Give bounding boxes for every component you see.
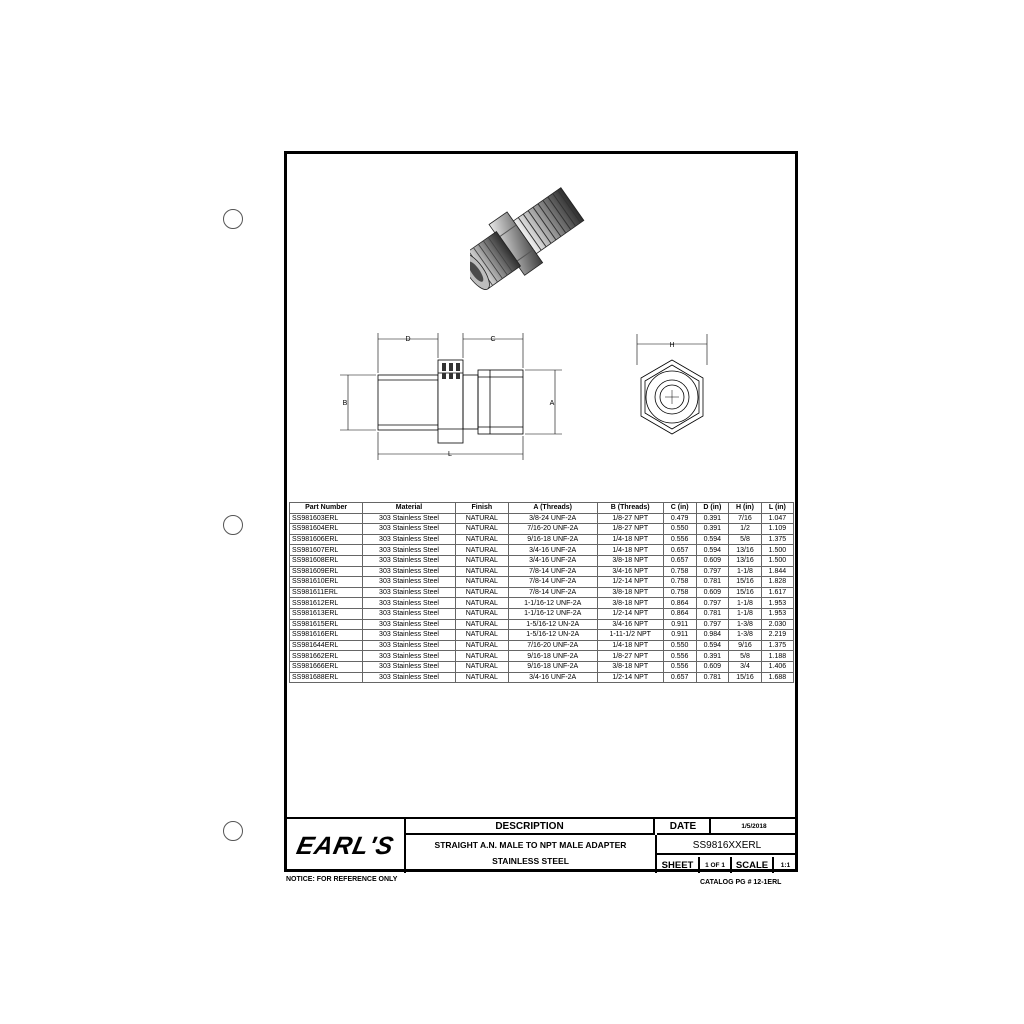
table-cell: 3/8-24 UNF-2A [508, 513, 597, 524]
table-cell: 0.797 [696, 598, 729, 609]
table-cell: SS981644ERL [290, 640, 363, 651]
table-cell: 3/4-16 UNF-2A [508, 555, 597, 566]
table-cell: 3/8-18 NPT [597, 598, 663, 609]
table-row [290, 640, 794, 651]
table-cell: 1.688 [761, 672, 793, 683]
table-cell: SS981604ERL [290, 524, 363, 535]
reference-notice: NOTICE: FOR REFERENCE ONLY [286, 876, 398, 883]
table-cell: 0.556 [663, 534, 696, 545]
table-cell: NATURAL [455, 619, 508, 630]
table-cell: 3/4-16 UNF-2A [508, 545, 597, 556]
table-row [290, 534, 794, 545]
table-cell: 1/8-27 NPT [597, 513, 663, 524]
table-cell: 0.781 [696, 672, 729, 683]
table-cell: 5/8 [729, 651, 762, 662]
date-label: DATE [657, 819, 711, 835]
parts-table [289, 502, 794, 683]
table-cell: 0.550 [663, 524, 696, 535]
table-cell: NATURAL [455, 651, 508, 662]
column-header: C (in) [663, 503, 696, 514]
table-cell: 1/2-14 NPT [597, 577, 663, 588]
title-block [286, 817, 797, 871]
table-cell: 0.594 [696, 640, 729, 651]
table-cell: 7/16 [729, 513, 762, 524]
table-cell: 0.781 [696, 608, 729, 619]
table-cell: SS981610ERL [290, 577, 363, 588]
punch-hole-top [223, 209, 243, 229]
catalog-page: CATALOG PG # 12-1ERL [700, 879, 782, 886]
table-cell: SS981666ERL [290, 661, 363, 672]
column-header: D (in) [696, 503, 729, 514]
dim-b-label: B [342, 400, 348, 407]
table-row [290, 598, 794, 609]
sheet-label: SHEET [657, 857, 700, 873]
table-cell: 303 Stainless Steel [363, 608, 456, 619]
table-cell: 1-1/8 [729, 566, 762, 577]
table-cell: 1.953 [761, 598, 793, 609]
table-cell: 0.550 [663, 640, 696, 651]
table-cell: 1/4-18 NPT [597, 534, 663, 545]
table-cell: 15/16 [729, 672, 762, 683]
table-cell: 0.556 [663, 651, 696, 662]
table-cell: SS981615ERL [290, 619, 363, 630]
column-header: B (Threads) [597, 503, 663, 514]
table-cell: 1.953 [761, 608, 793, 619]
table-cell: NATURAL [455, 598, 508, 609]
table-cell: 1/2 [729, 524, 762, 535]
table-cell: 1/8-27 NPT [597, 524, 663, 535]
punch-hole-bottom [223, 821, 243, 841]
table-cell: 303 Stainless Steel [363, 598, 456, 609]
table-cell: 303 Stainless Steel [363, 587, 456, 598]
table-cell: NATURAL [455, 587, 508, 598]
table-cell: 1.375 [761, 640, 793, 651]
table-cell: SS981616ERL [290, 630, 363, 641]
table-cell: NATURAL [455, 577, 508, 588]
table-row [290, 545, 794, 556]
table-cell: 0.556 [663, 661, 696, 672]
table-cell: 7/8-14 UNF-2A [508, 566, 597, 577]
table-cell: 3/8-18 NPT [597, 587, 663, 598]
parts-table-body [290, 513, 794, 683]
table-row [290, 672, 794, 683]
table-cell: NATURAL [455, 630, 508, 641]
date-value: 1/5/2018 [711, 819, 797, 835]
table-cell: 0.758 [663, 566, 696, 577]
table-cell: 0.479 [663, 513, 696, 524]
table-cell: NATURAL [455, 566, 508, 577]
dim-c-label: C [490, 336, 496, 343]
table-row [290, 608, 794, 619]
table-cell: 1.109 [761, 524, 793, 535]
table-cell: NATURAL [455, 534, 508, 545]
description-line-2: STAINLESS STEEL [492, 856, 569, 866]
table-cell: 0.797 [696, 619, 729, 630]
table-cell: 0.797 [696, 566, 729, 577]
logo-cell [286, 819, 406, 873]
table-cell: 1/4-18 NPT [597, 640, 663, 651]
column-header: H (in) [729, 503, 762, 514]
table-cell: 13/16 [729, 545, 762, 556]
table-cell: 303 Stainless Steel [363, 566, 456, 577]
table-cell: SS981609ERL [290, 566, 363, 577]
earls-logo: EARL'S [293, 831, 397, 860]
table-cell: 7/8-14 UNF-2A [508, 587, 597, 598]
table-cell: 1.844 [761, 566, 793, 577]
table-cell: 303 Stainless Steel [363, 672, 456, 683]
table-cell: 0.657 [663, 672, 696, 683]
table-cell: 1-1/16-12 UNF-2A [508, 608, 597, 619]
table-cell: 0.911 [663, 619, 696, 630]
table-cell: NATURAL [455, 545, 508, 556]
scale-value: 1:1 [780, 861, 791, 869]
table-cell: 0.391 [696, 524, 729, 535]
side-view-drawing [330, 325, 580, 465]
dim-l-label: L [448, 451, 452, 458]
table-cell: 9/16 [729, 640, 762, 651]
description-label: DESCRIPTION [406, 819, 655, 835]
table-cell: 303 Stainless Steel [363, 630, 456, 641]
table-cell: 1-1/8 [729, 598, 762, 609]
table-cell: 303 Stainless Steel [363, 513, 456, 524]
table-cell: 1.500 [761, 555, 793, 566]
table-cell: 0.609 [696, 587, 729, 598]
table-row [290, 587, 794, 598]
table-cell: 1/4-18 NPT [597, 545, 663, 556]
punch-hole-middle [223, 515, 243, 535]
table-cell: 2.219 [761, 630, 793, 641]
dim-h-label: H [669, 342, 675, 349]
table-cell: 1.500 [761, 545, 793, 556]
table-cell: 0.657 [663, 555, 696, 566]
part-number: SS9816XXERL [657, 837, 797, 855]
table-cell: 303 Stainless Steel [363, 524, 456, 535]
table-cell: 1.188 [761, 651, 793, 662]
table-cell: 303 Stainless Steel [363, 555, 456, 566]
scale-label: SCALE [732, 857, 774, 873]
parts-table-header [290, 503, 794, 514]
table-row [290, 630, 794, 641]
table-cell: SS981603ERL [290, 513, 363, 524]
table-cell: 1-11-1/2 NPT [597, 630, 663, 641]
table-cell: 0.609 [696, 661, 729, 672]
table-cell: 9/16-18 UNF-2A [508, 661, 597, 672]
description-line-1: STRAIGHT A.N. MALE TO NPT MALE ADAPTER [434, 840, 627, 850]
table-cell: SS981611ERL [290, 587, 363, 598]
table-cell: 15/16 [729, 577, 762, 588]
table-cell: 0.781 [696, 577, 729, 588]
table-cell: 3/4-16 NPT [597, 566, 663, 577]
table-cell: NATURAL [455, 524, 508, 535]
table-cell: 3/4-16 UNF-2A [508, 672, 597, 683]
table-cell: 5/8 [729, 534, 762, 545]
table-cell: 1.047 [761, 513, 793, 524]
table-cell: NATURAL [455, 661, 508, 672]
table-cell: 7/8-14 UNF-2A [508, 577, 597, 588]
table-cell: 15/16 [729, 587, 762, 598]
table-cell: SS981688ERL [290, 672, 363, 683]
column-header: A (Threads) [508, 503, 597, 514]
table-cell: 0.594 [696, 534, 729, 545]
table-row [290, 577, 794, 588]
table-row [290, 619, 794, 630]
dim-d-label: D [405, 336, 411, 343]
table-cell: 1/2-14 NPT [597, 608, 663, 619]
table-cell: NATURAL [455, 555, 508, 566]
table-cell: NATURAL [455, 672, 508, 683]
table-cell: 1-5/16-12 UN-2A [508, 619, 597, 630]
table-cell: 0.864 [663, 598, 696, 609]
table-cell: 0.864 [663, 608, 696, 619]
table-cell: 303 Stainless Steel [363, 651, 456, 662]
table-cell: 303 Stainless Steel [363, 640, 456, 651]
end-view-drawing [625, 330, 725, 450]
sheet-value: 1 OF 1 [700, 857, 732, 873]
table-cell: NATURAL [455, 608, 508, 619]
table-cell: 303 Stainless Steel [363, 534, 456, 545]
table-cell: 13/16 [729, 555, 762, 566]
table-cell: SS981662ERL [290, 651, 363, 662]
table-row [290, 651, 794, 662]
table-cell: 0.391 [696, 651, 729, 662]
table-row [290, 661, 794, 672]
table-row [290, 513, 794, 524]
table-cell: 0.984 [696, 630, 729, 641]
table-cell: NATURAL [455, 513, 508, 524]
dim-a-label: A [549, 400, 555, 407]
column-header: Material [363, 503, 456, 514]
table-cell: 303 Stainless Steel [363, 661, 456, 672]
column-header: L (in) [761, 503, 793, 514]
table-cell: 0.911 [663, 630, 696, 641]
table-cell: 303 Stainless Steel [363, 619, 456, 630]
table-cell: 3/8-18 NPT [597, 555, 663, 566]
table-cell: 1.617 [761, 587, 793, 598]
table-cell: 0.657 [663, 545, 696, 556]
table-cell: 1.406 [761, 661, 793, 672]
table-cell: 0.594 [696, 545, 729, 556]
table-cell: 0.758 [663, 577, 696, 588]
table-cell: 9/16-18 UNF-2A [508, 534, 597, 545]
table-row [290, 524, 794, 535]
table-cell: 1/2-14 NPT [597, 672, 663, 683]
table-cell: 3/8-18 NPT [597, 661, 663, 672]
table-cell: 1-3/8 [729, 630, 762, 641]
table-cell: 1.375 [761, 534, 793, 545]
table-cell: 1-1/8 [729, 608, 762, 619]
table-cell: 0.758 [663, 587, 696, 598]
table-cell: SS981612ERL [290, 598, 363, 609]
table-cell: 303 Stainless Steel [363, 577, 456, 588]
table-cell: 0.391 [696, 513, 729, 524]
table-cell: 3/4 [729, 661, 762, 672]
table-cell: SS981608ERL [290, 555, 363, 566]
column-header: Part Number [290, 503, 363, 514]
table-cell: SS981613ERL [290, 608, 363, 619]
table-cell: 7/16-20 UNF-2A [508, 524, 597, 535]
table-cell: 3/4-16 NPT [597, 619, 663, 630]
table-cell: NATURAL [455, 640, 508, 651]
table-row [290, 555, 794, 566]
column-header: Finish [455, 503, 508, 514]
table-cell: 0.609 [696, 555, 729, 566]
table-cell: 1-5/16-12 UN-2A [508, 630, 597, 641]
table-cell: 7/16-20 UNF-2A [508, 640, 597, 651]
table-cell: 1.828 [761, 577, 793, 588]
table-cell: 9/16-18 UNF-2A [508, 651, 597, 662]
table-cell: 1/8-27 NPT [597, 651, 663, 662]
table-cell: 1-3/8 [729, 619, 762, 630]
table-cell: 1-1/16-12 UNF-2A [508, 598, 597, 609]
table-cell: SS981606ERL [290, 534, 363, 545]
table-cell: 2.030 [761, 619, 793, 630]
product-photo [470, 185, 610, 300]
table-cell: 303 Stainless Steel [363, 545, 456, 556]
table-cell: SS981607ERL [290, 545, 363, 556]
table-row [290, 566, 794, 577]
